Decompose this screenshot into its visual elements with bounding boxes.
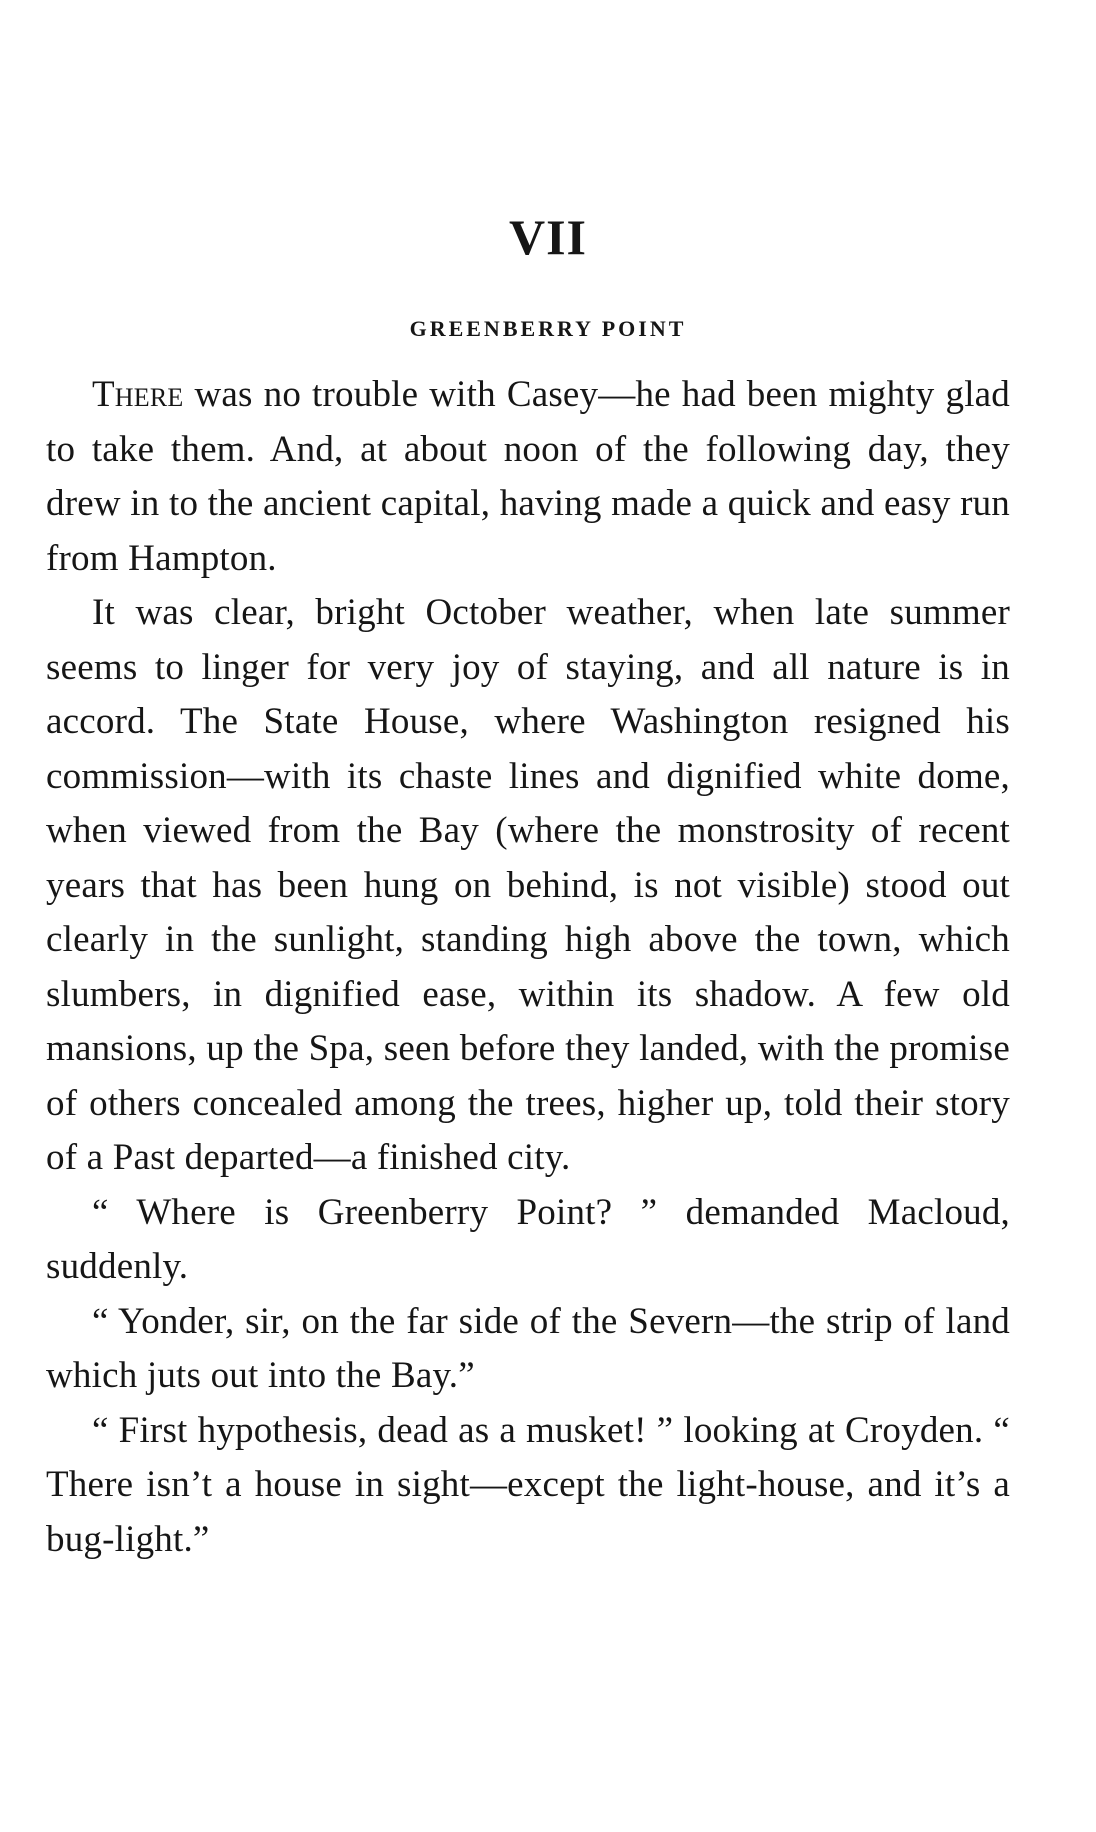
paragraph-1 — [46, 368, 1010, 586]
chapter-body — [46, 368, 1010, 1567]
paragraph-3 — [46, 1186, 1010, 1295]
paragraph-text: “ Where is Greenberry Point? ” demanded Macloud, suddenly. — [46, 1191, 1010, 1287]
paragraph-text: “ Yonder, sir, on the far side of the Severn—the strip of land which juts out into the Bay.” — [46, 1300, 1010, 1396]
chapter-number: VII — [508, 209, 588, 265]
paragraph-text: “ First hypothesis, dead as a musket! ” looking at Croyden. “ There isn’t a house in sight—except the light-house, and it’s a bug-light.” — [46, 1409, 1010, 1560]
paragraph-4 — [46, 1295, 1010, 1404]
chapter-title: GREENBERRY POINT — [409, 316, 687, 341]
paragraph-5 — [46, 1404, 1010, 1568]
paragraph-text: was no trouble with Casey—he had been mighty glad to take them. And, at about noon of the following day, they drew in to the ancient capital, having made a quick and easy run from Hampton. — [46, 374, 1010, 579]
paragraph-text: It was clear, bright October weather, when late summer seems to linger for very joy of staying, and all nature is in accord. The State House, where Washington resigned his commission—with its chaste lines and dignified white dome, when viewed from the Bay (where the monstrosity of recent years that has been hung on behind, is not visible) stood out clearly in the sunlight, standing high above the town, which slumbers, in dignified ease, within its shadow. A few old mansions, up the Spa, seen before they landed, with the promise of others concealed among the trees, higher up, told their story of a Past departed—a finished city. — [46, 592, 1010, 1178]
paragraph-lead-word: There — [92, 374, 184, 415]
paragraph-2 — [46, 586, 1010, 1186]
